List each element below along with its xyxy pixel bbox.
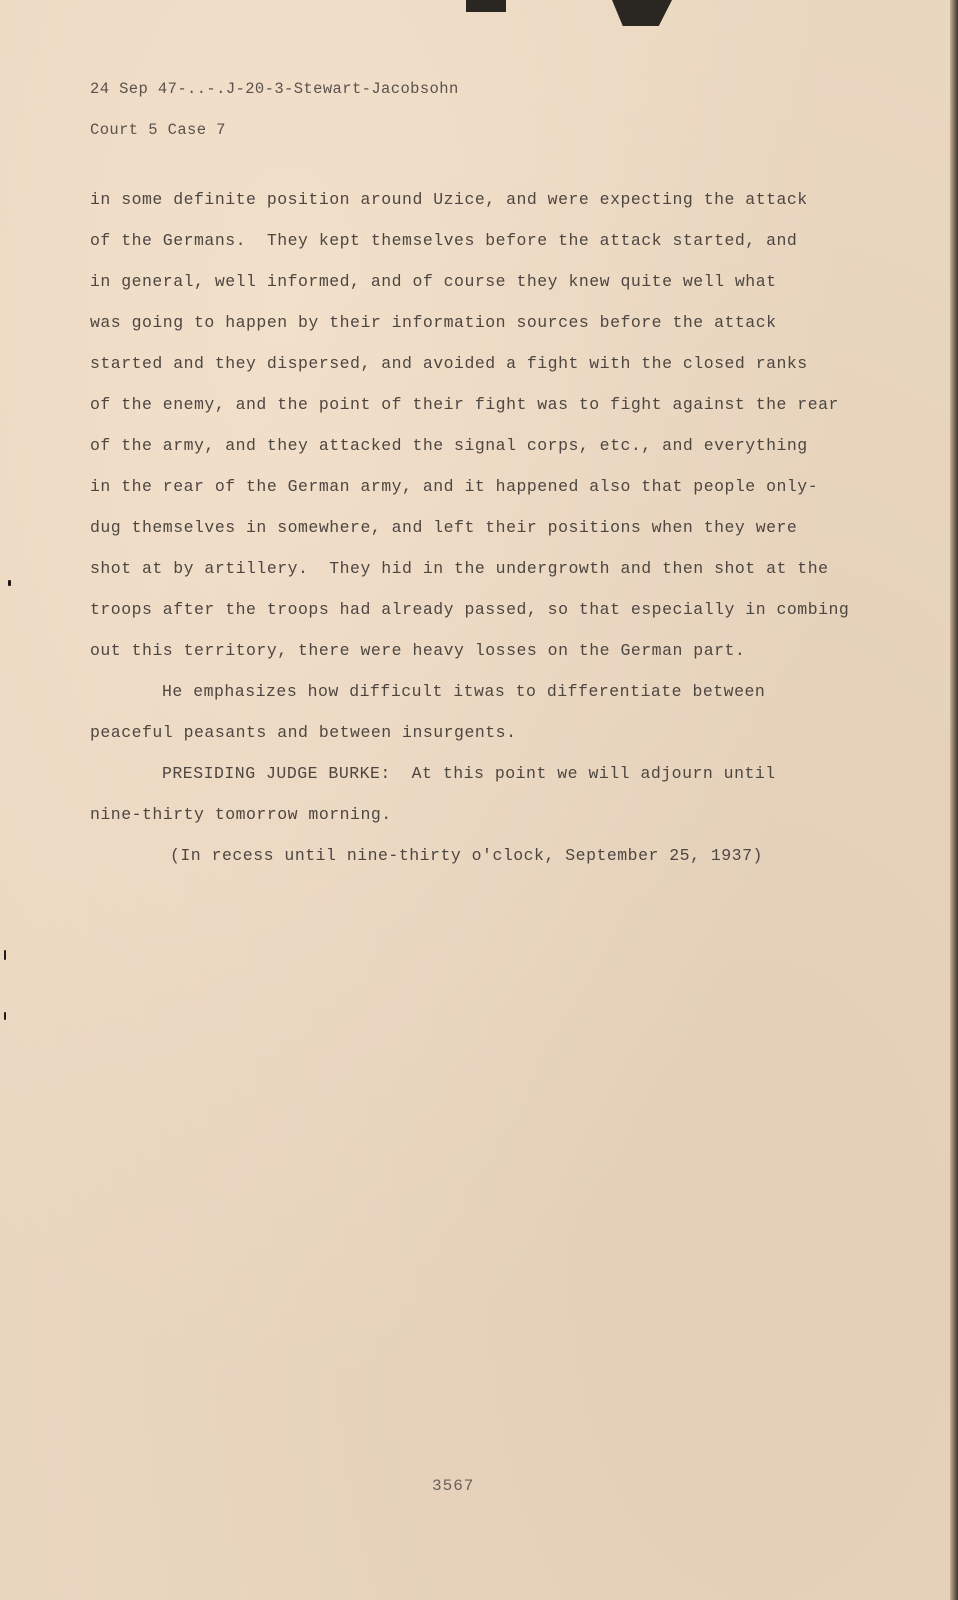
transcript-line: troops after the troops had already passed, so that especially in combing — [90, 600, 850, 619]
page-tear — [612, 0, 672, 26]
court-case-label: Court 5 Case 7 — [90, 121, 226, 139]
transcript-line: in some definite position around Uzice, and were expecting the attack — [90, 190, 808, 209]
transcript-line: peaceful peasants and between insurgents. — [90, 723, 517, 742]
transcript-line: started and they dispersed, and avoided a fight with the closed ranks — [90, 354, 808, 373]
transcript-line: He emphasizes how difficult itwas to differentiate between — [162, 682, 766, 701]
transcript-line: in the rear of the German army, and it happened also that people only- — [90, 477, 819, 496]
transcript-line: out this territory, there were heavy losses on the German part. — [90, 641, 746, 660]
transcript-body — [90, 190, 850, 887]
transcript-line: shot at by artillery. They hid in the undergrowth and then shot at the — [90, 559, 829, 578]
transcript-line: nine-thirty tomorrow morning. — [90, 805, 392, 824]
transcript-line: of the enemy, and the point of their fight was to fight against the rear — [90, 395, 839, 414]
paper-blemish — [4, 1012, 6, 1020]
transcript-line: dug themselves in somewhere, and left their positions when they were — [90, 518, 798, 537]
transcript-line: in general, well informed, and of course they knew quite well what — [90, 272, 777, 291]
transcript-line: of the army, and they attacked the signal corps, etc., and everything — [90, 436, 808, 455]
transcript-line: was going to happen by their information sources before the attack — [90, 313, 777, 332]
transcript-line: PRESIDING JUDGE BURKE: At this point we will adjourn until — [162, 764, 776, 783]
page-edge — [950, 0, 958, 1600]
paper-blemish — [8, 580, 11, 586]
document-reference: 24 Sep 47-..-.J-20-3-Stewart-Jacobsohn — [90, 80, 459, 98]
transcript-line: of the Germans. They kept themselves before the attack started, and — [90, 231, 798, 250]
page-number: 3567 — [432, 1477, 475, 1495]
recess-note: (In recess until nine-thirty o'clock, September 25, 1937) — [170, 846, 763, 865]
paper-blemish — [4, 950, 6, 960]
page-tear — [466, 0, 506, 12]
